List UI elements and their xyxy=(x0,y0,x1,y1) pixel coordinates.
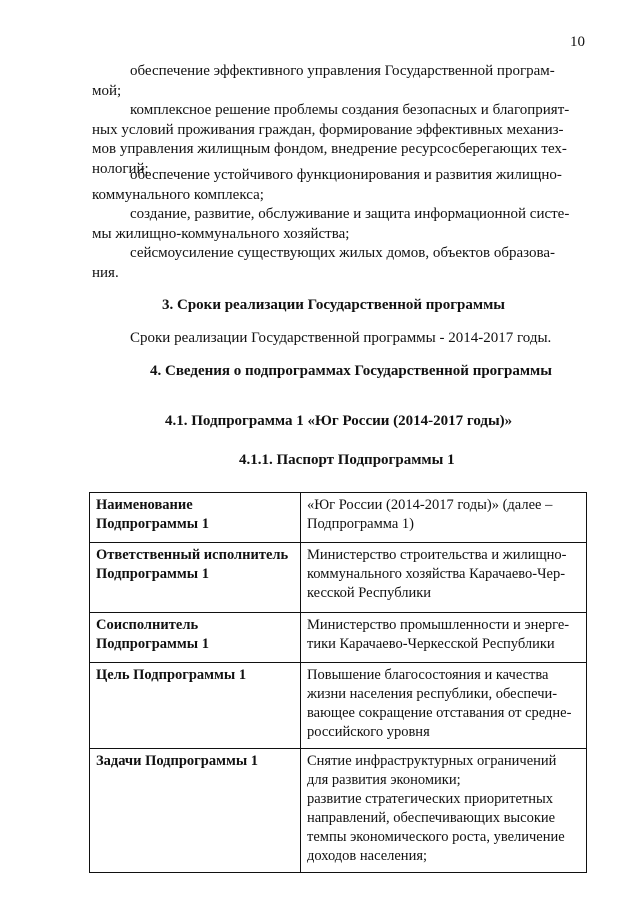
passport-table xyxy=(89,492,587,873)
value-line: «Юг России (2014-2017 годы)» (далее – xyxy=(307,497,553,513)
label-line: Подпрограммы 1 xyxy=(96,566,209,582)
value-line: жизни населения республики, обеспечи- xyxy=(307,686,558,702)
paragraph-line: нологий; xyxy=(92,160,149,177)
row-label xyxy=(90,543,301,613)
label-line: Наименование xyxy=(96,497,193,513)
label-line: Ответственный исполнитель xyxy=(96,547,289,563)
value-line: вающее сокращение отставания от средне- xyxy=(307,705,572,721)
label-line: Подпрограммы 1 xyxy=(96,636,209,652)
value-line: Министерство строительства и жилищно- xyxy=(307,547,567,563)
value-line: для развития экономики; xyxy=(307,772,461,788)
row-label xyxy=(90,613,301,663)
section-heading: 4.1. Подпрограмма 1 «Юг России (2014-2017 годы)» xyxy=(165,413,513,429)
value-line: коммунального хозяйства Карачаево-Чер- xyxy=(307,566,566,582)
paragraph-line: обеспечение эффективного управления Государственной програм- xyxy=(130,63,555,79)
paragraph-line: мы жилищно-коммунального хозяйства; xyxy=(92,225,350,242)
value-line: направлений, обеспечивающих высокие xyxy=(307,810,556,826)
value-line: Подпрограмма 1) xyxy=(307,516,414,532)
paragraph xyxy=(92,62,585,101)
paragraph xyxy=(92,166,585,205)
value-line: Снятие инфраструктурных ограничений xyxy=(307,753,557,769)
row-label xyxy=(90,493,301,543)
value-line: Министерство промышленности и энерге- xyxy=(307,617,570,633)
row-label xyxy=(90,663,301,749)
value-line: развитие стратегических приоритетных xyxy=(307,791,554,807)
paragraph-line: ния. xyxy=(92,264,119,281)
row-value xyxy=(301,663,587,749)
paragraph-line: комплексное решение проблемы создания безопасных и благоприят- xyxy=(130,102,570,118)
value-line: доходов населения; xyxy=(307,848,428,864)
value-line: российского уровня xyxy=(307,724,430,740)
value-line: темпы экономического роста, увеличение xyxy=(307,829,565,845)
table-row xyxy=(90,613,587,663)
row-value xyxy=(301,493,587,543)
label-line: Цель Подпрограммы 1 xyxy=(96,667,247,683)
label-line: Подпрограммы 1 xyxy=(96,516,209,532)
paragraph-line: создание, развитие, обслуживание и защита информационной систе- xyxy=(130,206,570,222)
page-number: 10 xyxy=(570,34,585,50)
row-value xyxy=(301,543,587,613)
label-line: Задачи Подпрограммы 1 xyxy=(96,753,259,769)
value-line: кесской Республики xyxy=(307,585,432,601)
paragraph xyxy=(92,244,585,283)
paragraph-line: обеспечение устойчивого функционирования и развития жилищно- xyxy=(130,167,562,183)
paragraph-line: коммунального комплекса; xyxy=(92,186,264,203)
value-line: Повышение благосостояния и качества xyxy=(307,667,549,683)
paragraph-line: мой; xyxy=(92,82,122,99)
label-line: Соисполнитель xyxy=(96,617,199,633)
section-heading: 4. Сведения о подпрограммах Государственной программы xyxy=(150,363,552,379)
row-value xyxy=(301,613,587,663)
value-line: тики Карачаево-Черкесской Республики xyxy=(307,636,555,652)
row-value xyxy=(301,749,587,873)
paragraph-line: ных условий проживания граждан, формирование эффективных механиз- xyxy=(92,121,564,138)
section-heading: 4.1.1. Паспорт Подпрограммы 1 xyxy=(239,452,455,468)
table-row xyxy=(90,493,587,543)
row-label xyxy=(90,749,301,873)
table-row xyxy=(90,543,587,613)
section-heading: 3. Сроки реализации Государственной программы xyxy=(162,297,506,313)
paragraph-line: сейсмоусиление существующих жилых домов, объектов образова- xyxy=(130,245,555,261)
table-row xyxy=(90,663,587,749)
table-row xyxy=(90,749,587,873)
paragraph xyxy=(92,205,585,244)
paragraph-line: мов управления жилищным фондом, внедрение ресурсосберегающих тех- xyxy=(92,141,567,157)
section-text: Сроки реализации Государственной программы - 2014-2017 годы. xyxy=(130,330,552,346)
